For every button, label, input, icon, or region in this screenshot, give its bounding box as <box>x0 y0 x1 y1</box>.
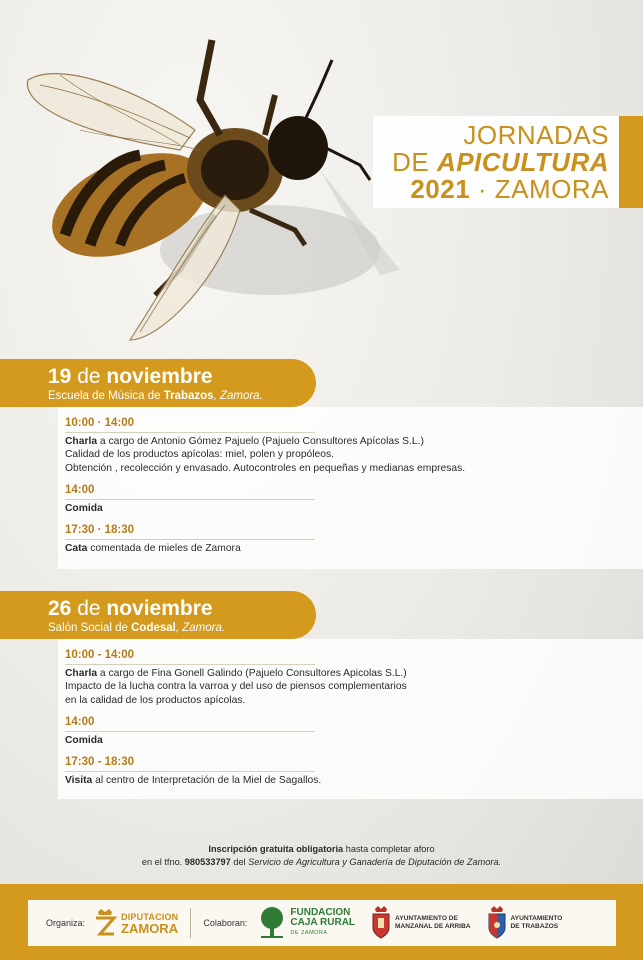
title-accent-bar <box>619 116 643 208</box>
ayto-trabazos-line-2: DE TRABAZOS <box>510 923 559 930</box>
day-2-month: noviembre <box>106 597 213 620</box>
day-2-place-pre: Salón Social de <box>48 622 132 634</box>
inscription-note <box>0 843 643 869</box>
inscription-text: en el tfno. <box>141 857 185 867</box>
slot-line <box>65 502 643 516</box>
diputacion-text <box>121 912 178 934</box>
day-2-de: de <box>71 597 107 620</box>
title-line-2-em: APICULTURA <box>436 147 609 177</box>
footer-band <box>0 884 643 960</box>
slot-text: comentada de mieles de Zamora <box>87 542 241 554</box>
inscription-bold: Inscripción gratuita obligatoria <box>208 844 344 854</box>
phone-number: 980533797 <box>184 857 231 867</box>
slot-keyword: Charla <box>65 435 98 447</box>
day-1-month: noviembre <box>106 365 213 388</box>
inscription-line-1 <box>0 843 643 856</box>
day-1-de: de <box>71 365 107 388</box>
slot-keyword: Cata <box>65 542 88 554</box>
day-1-slot-1 <box>65 417 643 475</box>
day-1-slot-3 <box>65 524 643 555</box>
slot-line <box>65 734 643 748</box>
day-1-date <box>48 365 316 389</box>
diputacion-crown-icon <box>93 908 117 938</box>
fundacion-line-2: CAJA RURAL <box>290 917 356 928</box>
fundacion-line-1: FUNDACION <box>290 907 351 918</box>
service-name: Servicio de Agricultura y Ganadería de Diputación de Zamora. <box>248 857 502 867</box>
slot-keyword: Visita <box>65 774 93 786</box>
fundacion-line-3: DE ZAMORA <box>290 930 328 936</box>
day-2-date <box>48 597 316 621</box>
slot-text: al centro de Interpretación de la Miel de Sagallos. <box>92 774 322 786</box>
day-2-number: 26 <box>48 597 72 620</box>
day-1-number: 19 <box>48 365 72 388</box>
slot-text: a cargo de Fina Gonell Galindo (Pajuelo Consultores Apicolas S.L.) <box>97 667 407 679</box>
inscription-text: hasta completar aforo <box>343 844 435 854</box>
day-1-place-pre: Escuela de Música de <box>48 390 164 402</box>
inscription-line-2 <box>0 856 643 869</box>
day-2-place-city: , Zamora. <box>175 622 226 634</box>
day-2-slot-2 <box>65 716 643 747</box>
day-1-place <box>48 389 316 403</box>
ayto-manzanal-line-2: MANZANAL DE ARRIBA <box>395 923 471 930</box>
day-1-place-bold: Trabazos <box>163 390 214 402</box>
slot-time: 17:30 - 18:30 <box>65 756 315 772</box>
slot-keyword: Comida <box>65 734 103 746</box>
title-year: 2021 <box>410 174 471 204</box>
day-2-place <box>48 621 316 635</box>
diputacion-line-2: ZAMORA <box>121 921 179 936</box>
slot-line: Impacto de la lucha contra la varroa y del uso de piensos complementarios <box>65 681 407 692</box>
day-1-place-city: , Zamora. <box>213 390 263 402</box>
day-1-program <box>58 407 643 569</box>
slot-line: Calidad de los productos apícolas: miel, polen y propóleos. <box>65 449 335 460</box>
title-line-2 <box>392 149 609 176</box>
day-2-slot-3 <box>65 756 643 787</box>
footer-divider <box>190 908 191 938</box>
ayto-manzanal-logo <box>371 906 470 940</box>
slot-line <box>65 542 643 556</box>
day-1-slot-2 <box>65 484 643 515</box>
slot-time: 17:30 · 18:30 <box>65 524 315 540</box>
fundacion-caja-rural-logo <box>257 906 355 940</box>
fundacion-text <box>290 908 355 938</box>
slot-keyword: Charla <box>65 667 98 679</box>
diputacion-zamora-logo <box>93 908 178 938</box>
ayto-trabazos-logo <box>487 906 563 940</box>
tree-icon <box>257 906 287 940</box>
day-1-header <box>0 359 316 407</box>
sponsors-bar <box>28 900 616 946</box>
slot-time: 14:00 <box>65 716 315 732</box>
inscription-text: del <box>230 857 249 867</box>
title-city: · ZAMORA <box>470 174 609 204</box>
slot-time: 10:00 · 14:00 <box>65 417 315 433</box>
slot-time: 14:00 <box>65 484 315 500</box>
event-title <box>392 122 609 203</box>
ayto-manzanal-line-1: AYUNTAMIENTO DE <box>395 915 458 922</box>
day-2-program <box>58 639 643 799</box>
title-line-2-pre: DE <box>392 147 437 177</box>
day-2-header <box>0 591 316 639</box>
organiza-label: Organiza: <box>46 918 86 928</box>
ayto-trabazos-line-1: AYUNTAMIENTO <box>510 915 563 922</box>
slot-time: 10:00 - 14:00 <box>65 649 315 665</box>
slot-keyword: Comida <box>65 502 103 514</box>
coat-of-arms-icon <box>487 906 507 940</box>
colaboran-label: Colaboran: <box>203 918 248 928</box>
title-line-3 <box>392 176 609 203</box>
slot-line: Obtención , recolección y envasado. Autocontroles en pequeñas y medianas empresas. <box>65 462 466 474</box>
slot-line <box>65 435 643 449</box>
coat-of-arms-icon <box>371 906 391 940</box>
slot-line <box>65 667 643 681</box>
day-2-slot-1 <box>65 649 643 707</box>
day-2-place-bold: Codesal <box>131 622 176 634</box>
ayto-trabazos-text <box>511 915 563 931</box>
slot-text: a cargo de Antonio Gómez Pajuelo (Pajuelo Consultores Apícolas S.L.) <box>97 435 424 447</box>
slot-line: en la calidad de los productos apícolas. <box>65 694 246 706</box>
ayto-manzanal-text <box>395 915 470 931</box>
title-line-1: JORNADAS <box>463 120 609 150</box>
slot-line <box>65 774 643 788</box>
bee-illustration <box>20 20 420 370</box>
diputacion-line-1: DIPUTACION <box>121 912 179 922</box>
